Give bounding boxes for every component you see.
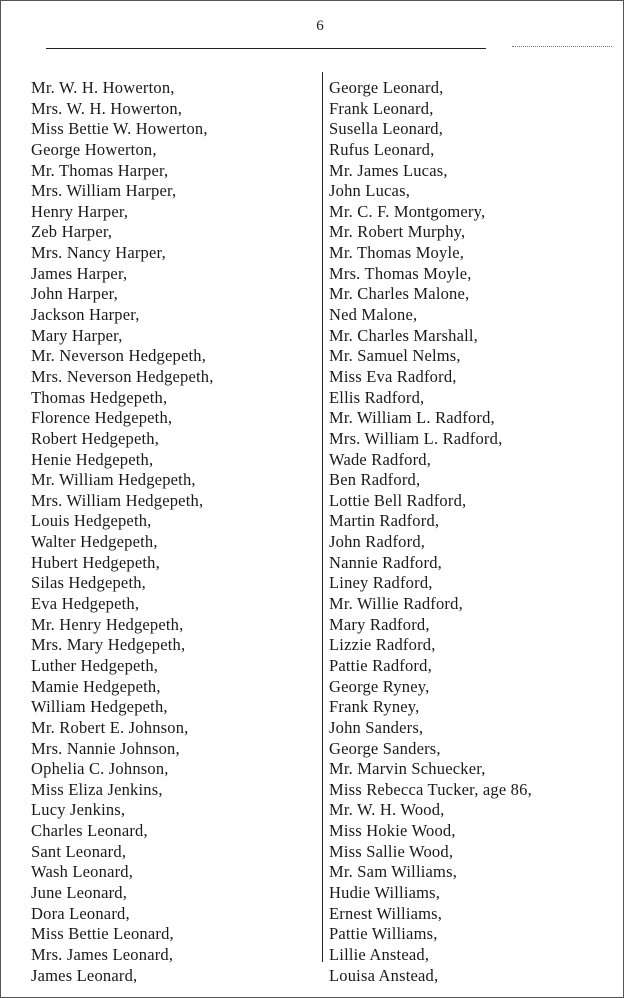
- name-entry: Nannie Radford,: [329, 552, 442, 572]
- header-rule: [46, 48, 486, 49]
- right-name-column: [329, 78, 532, 986]
- name-entry: Rufus Leonard,: [329, 139, 435, 159]
- name-entry: Miss Sallie Wood,: [329, 841, 454, 861]
- name-entry: Robert Hedgepeth,: [31, 428, 160, 448]
- name-entry: Frank Ryney,: [329, 697, 420, 717]
- left-name-column: [31, 78, 214, 986]
- name-entry: Mr. W. H. Wood,: [329, 800, 445, 820]
- name-entry: Ellis Radford,: [329, 387, 425, 407]
- name-entry: Ernest Williams,: [329, 903, 443, 923]
- name-entry: Mrs. Mary Hedgepeth,: [31, 635, 186, 655]
- name-entry: Miss Eva Radford,: [329, 366, 457, 386]
- name-entry: Martin Radford,: [329, 511, 440, 531]
- name-entry: Mrs. W. H. Howerton,: [31, 98, 183, 118]
- name-entry: Lizzie Radford,: [329, 635, 436, 655]
- name-entry: Eva Hedgepeth,: [31, 594, 140, 614]
- name-entry: Ben Radford,: [329, 470, 421, 490]
- name-entry: Lillie Anstead,: [329, 944, 430, 964]
- name-entry: Jackson Harper,: [31, 305, 140, 325]
- name-entry: Florence Hedgepeth,: [31, 408, 173, 428]
- name-entry: Frank Leonard,: [329, 98, 434, 118]
- name-entry: Mrs. Thomas Moyle,: [329, 263, 472, 283]
- name-entry: Mr. Thomas Harper,: [31, 160, 169, 180]
- name-entry: June Leonard,: [31, 882, 128, 902]
- name-entry: Mr. Robert Murphy,: [329, 222, 466, 242]
- name-entry: Mrs. William Hedgepeth,: [31, 490, 204, 510]
- name-entry: Hudie Williams,: [329, 882, 441, 902]
- name-entry: Wade Radford,: [329, 449, 432, 469]
- name-entry: Mr. James Lucas,: [329, 160, 448, 180]
- name-entry: James Leonard,: [31, 965, 138, 985]
- name-entry: Mr. C. F. Montgomery,: [329, 201, 486, 221]
- name-entry: Louisa Anstead,: [329, 965, 439, 985]
- name-entry: James Harper,: [31, 263, 128, 283]
- name-entry: Miss Bettie Leonard,: [31, 924, 174, 944]
- name-entry: William Hedgepeth,: [31, 697, 168, 717]
- name-entry: Charles Leonard,: [31, 821, 148, 841]
- name-entry: Sant Leonard,: [31, 841, 127, 861]
- name-entry: Mr. William L. Radford,: [329, 408, 495, 428]
- name-entry: Mrs. William Harper,: [31, 181, 177, 201]
- name-entry: Mrs. Nancy Harper,: [31, 243, 166, 263]
- name-entry: Louis Hedgepeth,: [31, 511, 152, 531]
- name-entry: Henie Hedgepeth,: [31, 449, 154, 469]
- name-entry: Mary Harper,: [31, 325, 123, 345]
- name-entry: Mary Radford,: [329, 614, 430, 634]
- name-entry: Ned Malone,: [329, 305, 418, 325]
- name-entry: Hubert Hedgepeth,: [31, 552, 160, 572]
- name-entry: Lottie Bell Radford,: [329, 490, 467, 510]
- name-entry: John Radford,: [329, 532, 426, 552]
- name-entry: Mrs. William L. Radford,: [329, 428, 503, 448]
- name-entry: Liney Radford,: [329, 573, 433, 593]
- name-entry: Luther Hedgepeth,: [31, 655, 159, 675]
- name-entry: John Harper,: [31, 284, 118, 304]
- name-entry: Mrs. Neverson Hedgepeth,: [31, 366, 214, 386]
- name-entry: George Sanders,: [329, 738, 441, 758]
- name-entry: Mr. Samuel Nelms,: [329, 346, 461, 366]
- name-entry: Mr. Robert E. Johnson,: [31, 717, 189, 737]
- name-entry: Mr. Willie Radford,: [329, 594, 463, 614]
- name-entry: Mr. Charles Marshall,: [329, 325, 479, 345]
- name-entry: Lucy Jenkins,: [31, 800, 126, 820]
- name-entry: Mrs. James Leonard,: [31, 944, 174, 964]
- name-entry: Susella Leonard,: [329, 119, 444, 139]
- name-entry: Mr. Marvin Schuecker,: [329, 759, 486, 779]
- name-entry: Silas Hedgepeth,: [31, 573, 147, 593]
- name-entry: Pattie Radford,: [329, 655, 432, 675]
- page-number: 6: [316, 18, 324, 34]
- name-entry: Miss Bettie W. Howerton,: [31, 119, 208, 139]
- name-entry: Wash Leonard,: [31, 862, 134, 882]
- name-entry: Mr. Charles Malone,: [329, 284, 470, 304]
- name-entry: Thomas Hedgepeth,: [31, 387, 168, 407]
- name-entry: John Lucas,: [329, 181, 411, 201]
- header-dotted-rule: [512, 46, 612, 47]
- name-entry: Mr. W. H. Howerton,: [31, 78, 175, 97]
- name-entry: Dora Leonard,: [31, 903, 130, 923]
- name-entry: Miss Hokie Wood,: [329, 821, 456, 841]
- name-entry: George Howerton,: [31, 139, 157, 159]
- name-entry: Mamie Hedgepeth,: [31, 676, 161, 696]
- name-entry: Pattie Williams,: [329, 924, 438, 944]
- name-entry: Miss Eliza Jenkins,: [31, 779, 163, 799]
- name-entry: Mr. Thomas Moyle,: [329, 243, 465, 263]
- name-entry: Mrs. Nannie Johnson,: [31, 738, 180, 758]
- name-entry: Miss Rebecca Tucker, age 86,: [329, 779, 532, 799]
- name-entry: John Sanders,: [329, 717, 424, 737]
- column-divider: [322, 72, 323, 962]
- name-entry: Mr. William Hedgepeth,: [31, 470, 196, 490]
- name-entry: Ophelia C. Johnson,: [31, 759, 169, 779]
- name-entry: George Ryney,: [329, 676, 430, 696]
- name-entry: Mr. Neverson Hedgepeth,: [31, 346, 207, 366]
- name-entry: Mr. Sam Williams,: [329, 862, 458, 882]
- name-entry: Zeb Harper,: [31, 222, 113, 242]
- name-entry: Henry Harper,: [31, 201, 129, 221]
- name-entry: George Leonard,: [329, 78, 444, 97]
- name-entry: Walter Hedgepeth,: [31, 532, 158, 552]
- name-entry: Mr. Henry Hedgepeth,: [31, 614, 184, 634]
